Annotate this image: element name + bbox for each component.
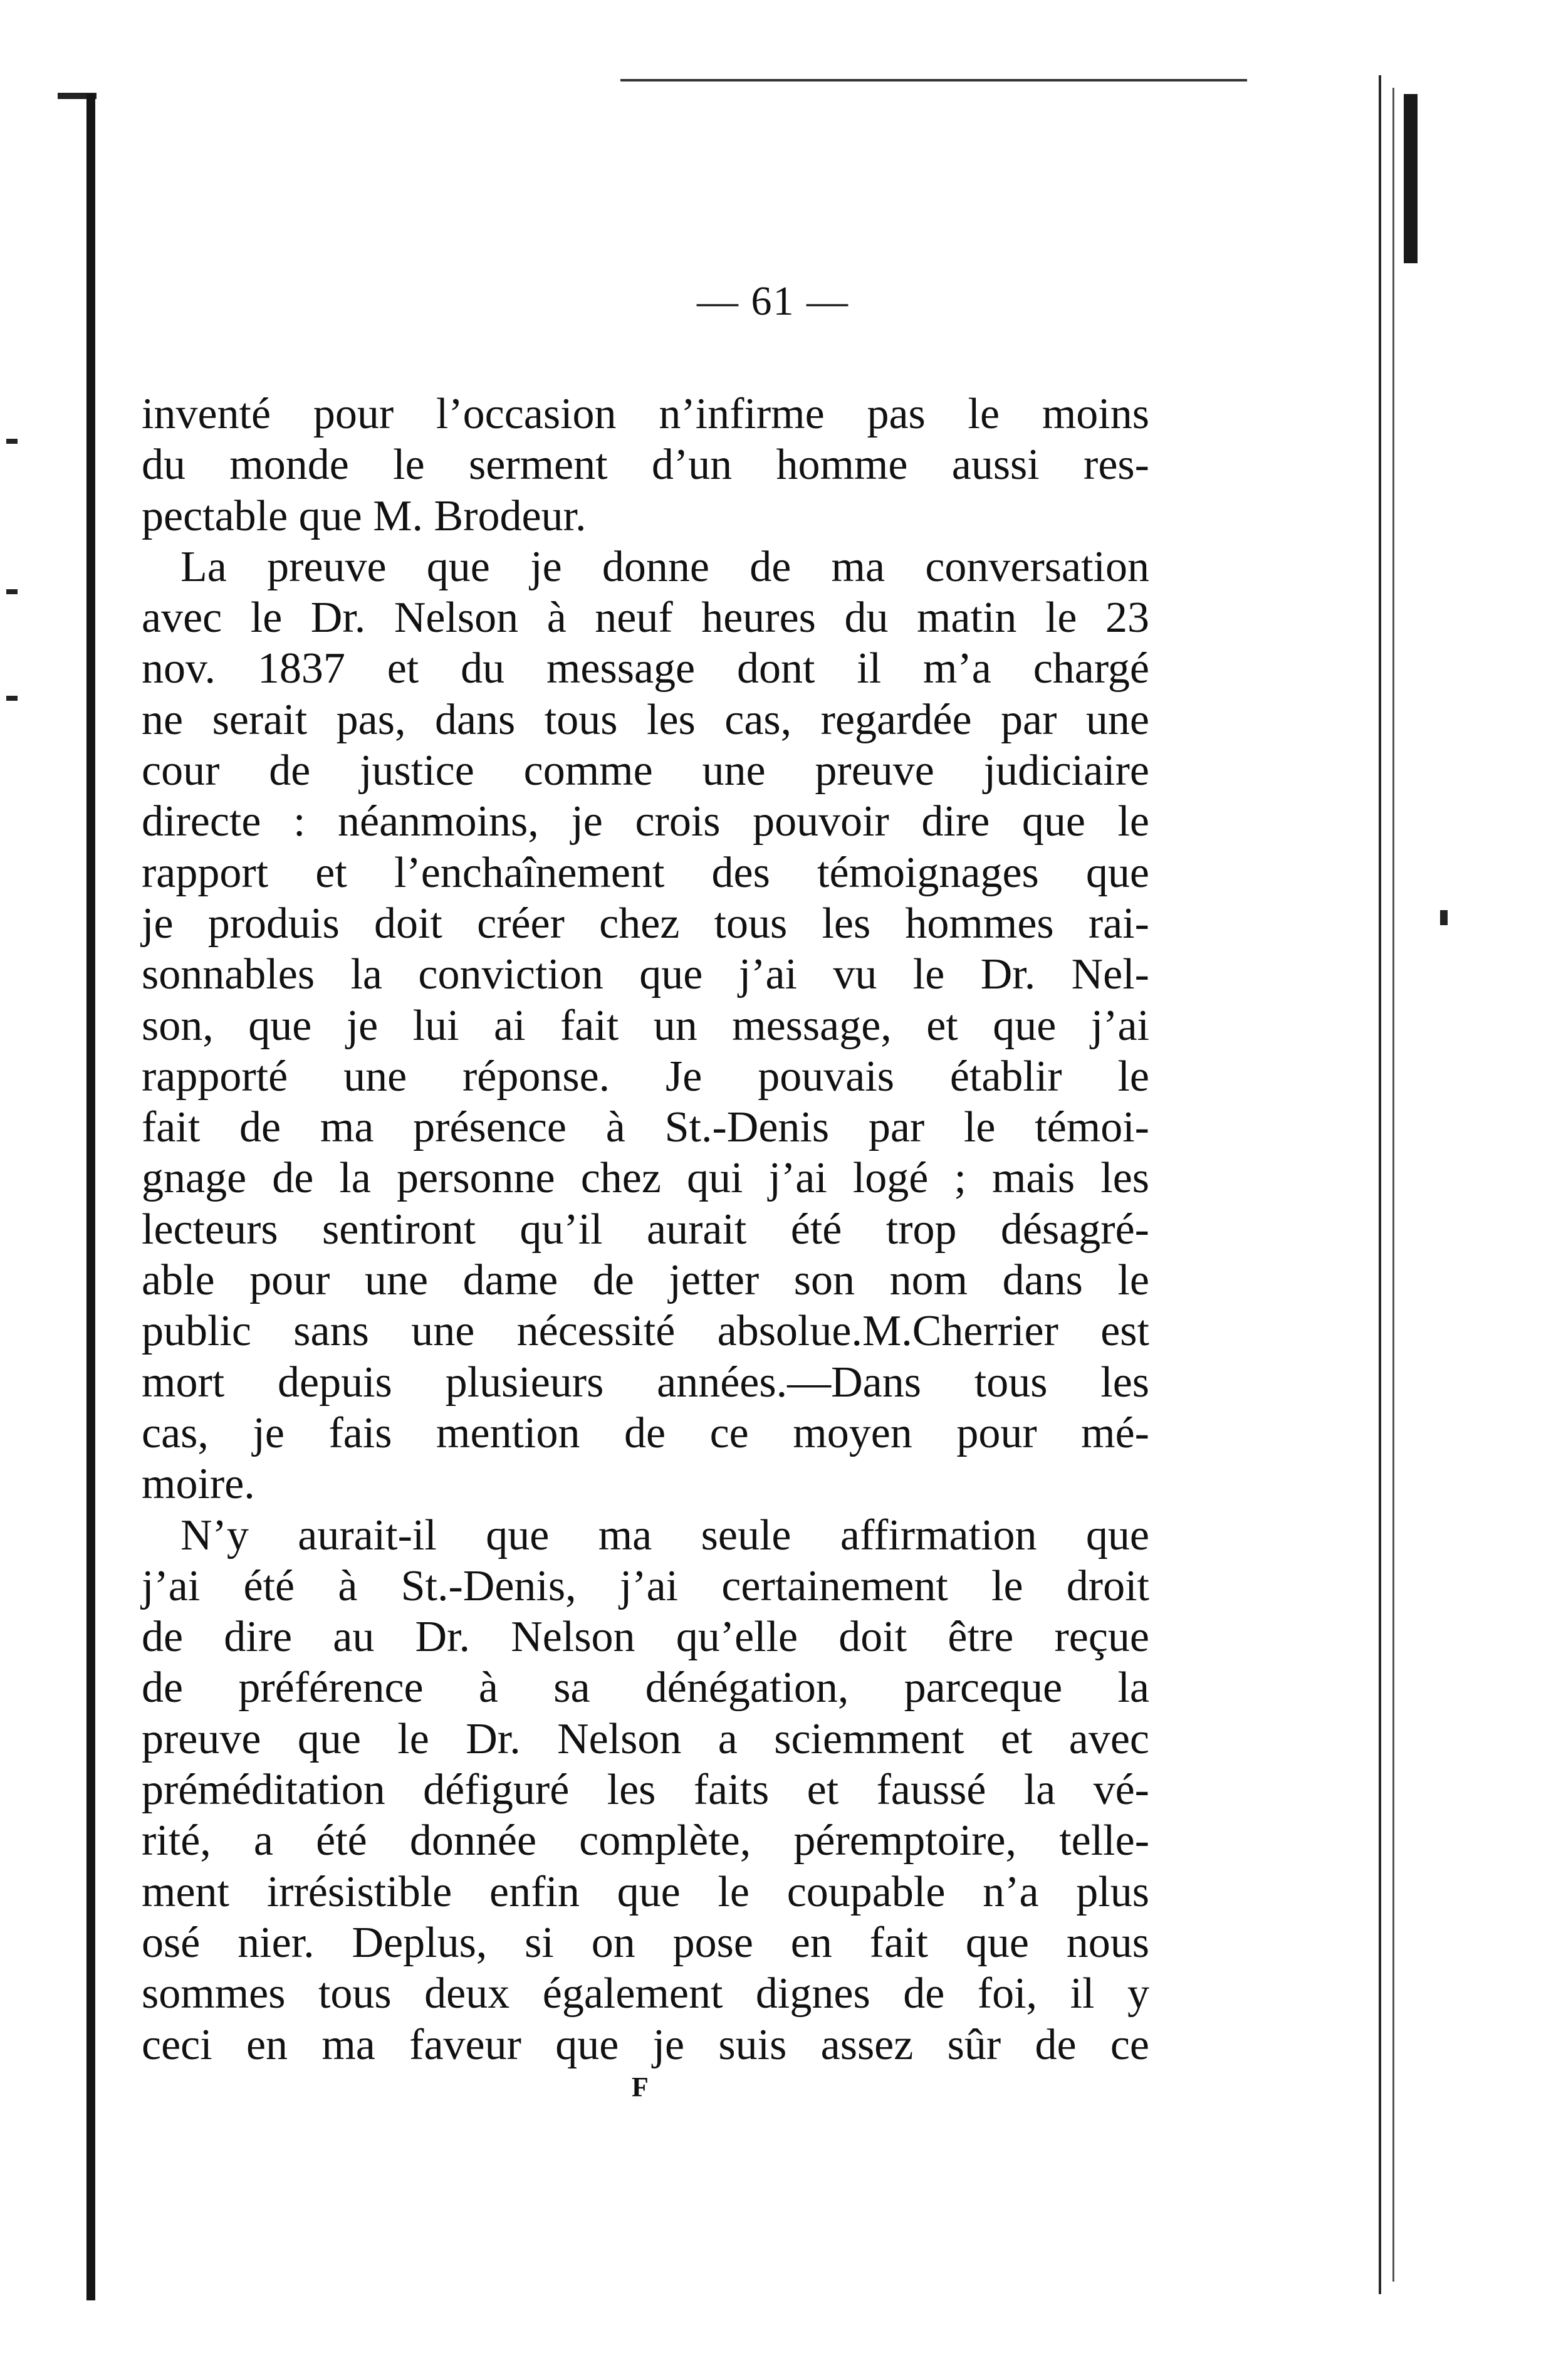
text-line: nov. 1837 et du message dont il m’a chargé	[142, 644, 1149, 693]
text-line: préméditation défiguré les faits et faussé la vé-	[142, 1766, 1149, 1815]
body-text	[142, 389, 1149, 2070]
text-line: cour de justice comme une preuve judiciaire	[142, 747, 1149, 795]
text-line: directe : néanmoins, je crois pouvoir dire que le	[142, 797, 1149, 846]
text-line: pectable que M. Brodeur.	[142, 491, 587, 540]
text-line: gnage de la personne chez qui j’ai logé ; mais les	[142, 1154, 1149, 1203]
text-line: osé nier. Deplus, si on pose en fait que nous	[142, 1918, 1149, 1967]
text-line: sonnables la conviction que j’ai vu le Dr. Nel-	[142, 950, 1149, 999]
text-line: cas, je fais mention de ce moyen pour mé-	[142, 1408, 1149, 1457]
scan-binding-edge-right	[1404, 94, 1418, 263]
scan-speck	[6, 589, 18, 594]
scan-speck	[6, 439, 18, 444]
signature-mark: F	[632, 2072, 649, 2102]
text-line: son, que je lui ai fait un message, et que j’ai	[142, 1001, 1149, 1050]
text-line: rité, a été donnée complète, péremptoire, telle-	[142, 1816, 1149, 1865]
scan-edge-line	[1392, 88, 1394, 2282]
text-line: mort depuis plusieurs années.—Dans tous les	[142, 1358, 1149, 1407]
text-line: public sans une nécessité absolue.M.Cherrier est	[142, 1307, 1149, 1356]
scan-top-rule	[620, 79, 1247, 81]
text-line: fait de ma présence à St.-Denis par le témoi-	[142, 1103, 1149, 1152]
text-line: rapporté une réponse. Je pouvais établir le	[142, 1052, 1149, 1101]
scan-speck	[1440, 910, 1448, 925]
text-line: ment irrésistible enfin que le coupable n’a plus	[142, 1867, 1149, 1916]
text-line: inventé pour l’occasion n’infirme pas le moins	[142, 390, 1149, 438]
text-line: La preuve que je donne de ma conversation	[180, 542, 1149, 591]
text-line: j’ai été à St.-Denis, j’ai certainement le droit	[142, 1561, 1149, 1610]
scan-binding-edge-left	[86, 94, 95, 2300]
text-line: sommes tous deux également dignes de foi, il y	[142, 1969, 1149, 2018]
text-line: N’y aurait-il que ma seule affirmation que	[180, 1511, 1149, 1560]
text-line: preuve que le Dr. Nelson a sciemment et avec	[142, 1714, 1149, 1763]
page-number-header: — 61 —	[697, 278, 849, 324]
text-line: moire.	[142, 1460, 255, 1509]
scan-speck	[6, 696, 18, 701]
text-line: ceci en ma faveur que je suis assez sûr de ce	[142, 2020, 1149, 2069]
scan-edge-line	[1379, 75, 1381, 2294]
text-line: able pour une dame de jetter son nom dans le	[142, 1256, 1149, 1305]
text-line: de préférence à sa dénégation, parceque la	[142, 1664, 1149, 1712]
text-line: avec le Dr. Nelson à neuf heures du matin le 23	[142, 594, 1149, 642]
text-line: ne serait pas, dans tous les cas, regardée par une	[142, 695, 1149, 744]
text-line: je produis doit créer chez tous les hommes rai-	[142, 899, 1149, 948]
text-line: de dire au Dr. Nelson qu’elle doit être reçue	[142, 1613, 1149, 1662]
text-line: du monde le serment d’un homme aussi res-	[142, 441, 1149, 490]
text-line: rapport et l’enchaînement des témoignages que	[142, 848, 1149, 897]
text-line: lecteurs sentiront qu’il aurait été trop désagré-	[142, 1205, 1149, 1254]
